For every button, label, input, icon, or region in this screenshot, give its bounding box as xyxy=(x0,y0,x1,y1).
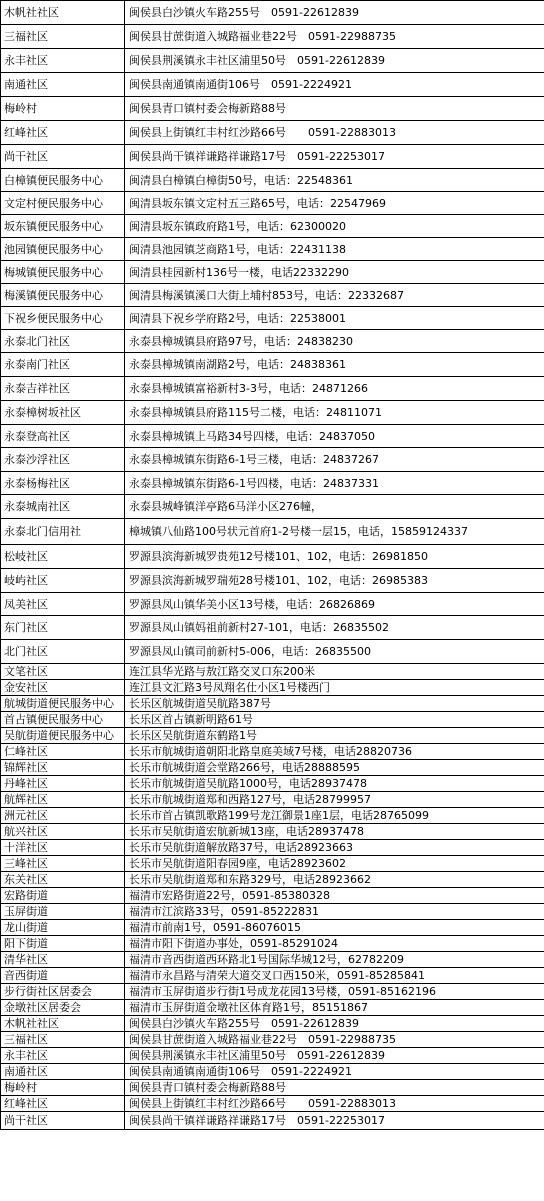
table-row xyxy=(1,1112,544,1130)
address-contact: 闽侯县白沙镇火车路255号 0591-22612839 xyxy=(125,1,544,25)
table-row xyxy=(1,121,544,145)
table-row xyxy=(1,238,544,261)
community-name: 航兴社区 xyxy=(1,824,125,840)
address-contact: 永泰县樟城镇东街路6-1号四楼，电话：24837331 xyxy=(125,472,544,495)
table-row xyxy=(1,808,544,824)
table-row xyxy=(1,401,544,425)
table-row xyxy=(1,284,544,307)
community-name: 金墩社区居委会 xyxy=(1,1000,125,1016)
address-contact: 永泰县城峰镇洋亭路6马洋小区276幢， xyxy=(125,495,544,519)
community-name: 池园镇便民服务中心 xyxy=(1,238,125,261)
community-name: 松岐社区 xyxy=(1,545,125,569)
address-contact: 福清市江滨路33号，0591-85222831 xyxy=(125,904,544,920)
table-row xyxy=(1,330,544,353)
table-row xyxy=(1,1000,544,1016)
community-name: 尚干社区 xyxy=(1,1112,125,1130)
community-name: 文笔社区 xyxy=(1,664,125,680)
address-contact: 闽侯县甘蔗街道入城路福业巷22号 0591-22988735 xyxy=(125,1032,544,1048)
table-row xyxy=(1,1016,544,1032)
table-row xyxy=(1,840,544,856)
address-contact: 闽侯县甘蔗街道入城路福业巷22号 0591-22988735 xyxy=(125,25,544,49)
community-name: 步行街社区居委会 xyxy=(1,984,125,1000)
table-row xyxy=(1,952,544,968)
community-name: 梅溪镇便民服务中心 xyxy=(1,284,125,307)
community-name: 音西街道 xyxy=(1,968,125,984)
address-contact: 闽侯县青口镇村委会梅新路88号 xyxy=(125,97,544,121)
address-contact: 长乐市航城街道郑和西路127号，电话28799957 xyxy=(125,792,544,808)
community-name: 永泰南门社区 xyxy=(1,353,125,377)
address-contact: 福清市玉屏街道金墩社区体育路1号，85151867 xyxy=(125,1000,544,1016)
community-name: 木帆社社区 xyxy=(1,1016,125,1032)
table-row xyxy=(1,519,544,545)
table-row xyxy=(1,696,544,712)
address-contact: 樟城镇八仙路100号状元首府1-2号楼一层15，电话，15859124337 xyxy=(125,519,544,545)
address-contact: 永泰县樟城镇上马路34号四楼，电话：24837050 xyxy=(125,425,544,448)
table-row xyxy=(1,616,544,640)
table-row xyxy=(1,856,544,872)
community-name: 阳下街道 xyxy=(1,936,125,952)
table-row xyxy=(1,984,544,1000)
address-contact: 闽侯县上街镇红丰村红沙路66号 0591-22883013 xyxy=(125,1096,544,1112)
address-contact: 闽清县池园镇芝商路1号，电话：22431138 xyxy=(125,238,544,261)
address-contact: 永泰县樟城镇东街路6-1号三楼，电话：24837267 xyxy=(125,448,544,472)
community-name: 永泰北门社区 xyxy=(1,330,125,353)
table-row xyxy=(1,215,544,238)
address-contact: 长乐区航城街道吴航路387号 xyxy=(125,696,544,712)
table-row xyxy=(1,1032,544,1048)
table-row xyxy=(1,1096,544,1112)
community-name: 北门社区 xyxy=(1,640,125,664)
community-name: 三峰社区 xyxy=(1,856,125,872)
address-contact: 闽侯县南通镇南通街106号 0591-2224921 xyxy=(125,1064,544,1080)
community-name: 清华社区 xyxy=(1,952,125,968)
address-contact: 福清市音西街道西环路北1号国际华城12号，62782209 xyxy=(125,952,544,968)
community-name: 南通社区 xyxy=(1,1064,125,1080)
community-name: 永泰登高社区 xyxy=(1,425,125,448)
address-contact: 福清市宏路街道22号，0591-85380328 xyxy=(125,888,544,904)
address-contact: 罗源县凤山镇司前新村5-006，电话：26835500 xyxy=(125,640,544,664)
table-row xyxy=(1,1,544,25)
address-contact: 长乐市吴航街道解放路37号，电话28923663 xyxy=(125,840,544,856)
address-contact: 闽侯县荆溪镇永丰社区浦里50号 0591-22612839 xyxy=(125,1048,544,1064)
community-name: 航城街道便民服务中心 xyxy=(1,696,125,712)
address-contact: 连江县文汇路3号凤翔名仕小区1号楼西门 xyxy=(125,680,544,696)
table-row xyxy=(1,545,544,569)
address-contact: 永泰县樟城镇县府路97号，电话：24838230 xyxy=(125,330,544,353)
address-contact: 长乐市首占镇凯歌路199号龙江御景1座1层，电话28765099 xyxy=(125,808,544,824)
community-name: 永泰北门信用社 xyxy=(1,519,125,545)
table-row xyxy=(1,760,544,776)
community-name: 梅城镇便民服务中心 xyxy=(1,261,125,284)
table-row xyxy=(1,792,544,808)
community-name: 永泰樟树坂社区 xyxy=(1,401,125,425)
address-contact: 闽侯县荆溪镇永丰社区浦里50号 0591-22612839 xyxy=(125,49,544,73)
table-row xyxy=(1,25,544,49)
address-contact: 罗源县凤山镇华美小区13号楼，电话：26826869 xyxy=(125,593,544,616)
community-name: 永丰社区 xyxy=(1,1048,125,1064)
address-contact: 福清市阳下街道办事处，0591-85291024 xyxy=(125,936,544,952)
community-name: 木帆社社区 xyxy=(1,1,125,25)
community-name: 洲元社区 xyxy=(1,808,125,824)
table-row xyxy=(1,712,544,728)
address-contact: 罗源县凤山镇妈祖前新村27-101，电话：26835502 xyxy=(125,616,544,640)
table-row xyxy=(1,425,544,448)
table-row xyxy=(1,169,544,192)
community-name: 金安社区 xyxy=(1,680,125,696)
address-contact: 永泰县樟城镇南湖路2号，电话：24838361 xyxy=(125,353,544,377)
community-name: 丹峰社区 xyxy=(1,776,125,792)
address-contact: 长乐市航城街道会堂路266号，电话28888595 xyxy=(125,760,544,776)
community-name: 红峰社区 xyxy=(1,121,125,145)
community-name: 永泰杨梅社区 xyxy=(1,472,125,495)
table-row xyxy=(1,904,544,920)
address-contact: 长乐市吴航街道郑和东路329号，电话28923662 xyxy=(125,872,544,888)
address-contact: 闽侯县上街镇红丰村红沙路66号 0591-22883013 xyxy=(125,121,544,145)
community-name: 白樟镇便民服务中心 xyxy=(1,169,125,192)
community-name: 永泰吉祥社区 xyxy=(1,377,125,401)
address-contact: 长乐区首占镇新明路61号 xyxy=(125,712,544,728)
table-row xyxy=(1,448,544,472)
table-row xyxy=(1,261,544,284)
community-name: 玉屏街道 xyxy=(1,904,125,920)
community-name: 尚干社区 xyxy=(1,145,125,169)
table-row xyxy=(1,640,544,664)
address-contact: 永泰县樟城镇县府路115号二楼，电话：24811071 xyxy=(125,401,544,425)
table-row xyxy=(1,73,544,97)
community-name: 永泰城南社区 xyxy=(1,495,125,519)
table-row xyxy=(1,728,544,744)
address-contact: 闽清县白樟镇白樟街50号，电话：22548361 xyxy=(125,169,544,192)
table-row xyxy=(1,776,544,792)
address-contact: 闽清县坂东镇政府路1号，电话：62300020 xyxy=(125,215,544,238)
community-name: 十洋社区 xyxy=(1,840,125,856)
table-row xyxy=(1,97,544,121)
table-row xyxy=(1,1064,544,1080)
table-row xyxy=(1,680,544,696)
table-row xyxy=(1,472,544,495)
address-contact: 长乐市吴航街道阳春园9座，电话28923602 xyxy=(125,856,544,872)
table-row xyxy=(1,495,544,519)
address-contact: 闽清县下祝乡学府路2号，电话：22538001 xyxy=(125,307,544,330)
address-contact: 永泰县樟城镇富裕新村3-3号，电话：24871266 xyxy=(125,377,544,401)
community-name: 东关社区 xyxy=(1,872,125,888)
community-name: 梅岭村 xyxy=(1,97,125,121)
table-row xyxy=(1,145,544,169)
address-contact: 闽侯县尚干镇祥谦路祥谦路17号 0591-22253017 xyxy=(125,145,544,169)
table-row xyxy=(1,920,544,936)
address-contact: 长乐市航城街道朝阳北路皇庭美域7号楼，电话28820736 xyxy=(125,744,544,760)
community-name: 首占镇便民服务中心 xyxy=(1,712,125,728)
table-row xyxy=(1,353,544,377)
table-row xyxy=(1,744,544,760)
address-contact: 连江县华光路与敖江路交叉口东200米 xyxy=(125,664,544,680)
table-row xyxy=(1,664,544,680)
community-name: 下祝乡便民服务中心 xyxy=(1,307,125,330)
address-contact: 福清市前南1号，0591-86076015 xyxy=(125,920,544,936)
table-row xyxy=(1,1048,544,1064)
table-row xyxy=(1,936,544,952)
table-row xyxy=(1,1080,544,1096)
address-contact: 长乐市航城街道吴航路1000号，电话28937478 xyxy=(125,776,544,792)
table-row xyxy=(1,49,544,73)
address-contact: 闽侯县白沙镇火车路255号 0591-22612839 xyxy=(125,1016,544,1032)
address-contact: 闽侯县尚干镇祥谦路祥谦路17号 0591-22253017 xyxy=(125,1112,544,1130)
community-name: 文定村便民服务中心 xyxy=(1,192,125,215)
address-contact: 闽侯县青口镇村委会梅新路88号 xyxy=(125,1080,544,1096)
community-name: 吴航街道便民服务中心 xyxy=(1,728,125,744)
community-name: 龙山街道 xyxy=(1,920,125,936)
address-contact: 闽清县梅溪镇溪口大街上埔村853号，电话：22332687 xyxy=(125,284,544,307)
address-contact: 长乐市吴航街道宏航新城13座，电话28937478 xyxy=(125,824,544,840)
table-row xyxy=(1,192,544,215)
community-name: 凤美社区 xyxy=(1,593,125,616)
community-name: 三福社区 xyxy=(1,1032,125,1048)
address-contact: 福清市永昌路与清荣大道交叉口西150米，0591-85285841 xyxy=(125,968,544,984)
community-name: 岐屿社区 xyxy=(1,569,125,593)
table-row xyxy=(1,824,544,840)
community-name: 永泰沙浮社区 xyxy=(1,448,125,472)
table-row xyxy=(1,968,544,984)
address-contact: 罗源县滨海新城罗贵苑12号楼101、102，电话：26981850 xyxy=(125,545,544,569)
community-name: 东门社区 xyxy=(1,616,125,640)
community-name: 航辉社区 xyxy=(1,792,125,808)
address-contact: 闽侯县南通镇南通街106号 0591-2224921 xyxy=(125,73,544,97)
community-name: 坂东镇便民服务中心 xyxy=(1,215,125,238)
community-name: 三福社区 xyxy=(1,25,125,49)
community-name: 宏路街道 xyxy=(1,888,125,904)
community-name: 南通社区 xyxy=(1,73,125,97)
table-row xyxy=(1,593,544,616)
community-name: 永丰社区 xyxy=(1,49,125,73)
community-name: 仁峰社区 xyxy=(1,744,125,760)
table-row xyxy=(1,377,544,401)
table-body xyxy=(1,1,544,1130)
table-row xyxy=(1,872,544,888)
address-contact: 闽清县坂东镇文定村五三路65号，电话：22547969 xyxy=(125,192,544,215)
address-contact: 罗源县滨海新城罗瑞苑28号楼101、102，电话：26985383 xyxy=(125,569,544,593)
table-row xyxy=(1,307,544,330)
community-name: 红峰社区 xyxy=(1,1096,125,1112)
community-name: 梅岭村 xyxy=(1,1080,125,1096)
address-contact: 闽清县桂园新村136号一楼，电话22332290 xyxy=(125,261,544,284)
address-contact: 福清市玉屏街道步行街1号成龙花园13号楼，0591-85162196 xyxy=(125,984,544,1000)
table-row xyxy=(1,569,544,593)
address-contact: 长乐区吴航街道东鹤路1号 xyxy=(125,728,544,744)
community-name: 锦辉社区 xyxy=(1,760,125,776)
table-row xyxy=(1,888,544,904)
